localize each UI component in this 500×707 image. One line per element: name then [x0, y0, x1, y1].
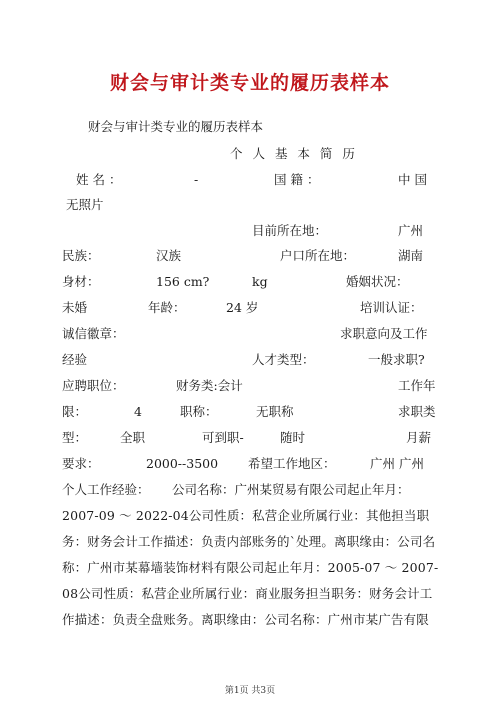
- job-type-label-end: 型：: [62, 430, 88, 445]
- job-type-label: 求职类: [398, 404, 436, 419]
- availability-label: 可到职-: [202, 430, 244, 445]
- document-title: 财会与审计类专业的履历表样本: [109, 72, 390, 94]
- name-value: -: [194, 172, 199, 187]
- experience-label: 经验: [62, 352, 88, 367]
- nationality-label: 国 籍 ：: [274, 172, 320, 187]
- region-label: 希望工作地区：: [248, 456, 336, 471]
- paragraph-text: 作描述：负责全盘账务。离职缘由：公司名称：广州市某广告有限: [62, 612, 429, 627]
- height-value: 156 cm?: [156, 274, 210, 289]
- hukou-label: 户口所在地：: [280, 248, 356, 263]
- age-value: 24 岁: [226, 300, 259, 315]
- job-title-value: 无职称: [256, 404, 294, 419]
- paragraph-line: [62, 610, 440, 630]
- marital-value: 未婚: [62, 300, 88, 315]
- hukou-value: 湖南: [398, 248, 424, 263]
- work-years-label-end: 限：: [62, 404, 88, 419]
- talent-type-value: 一般求职?: [368, 352, 425, 367]
- ethnicity-value: 汉族: [156, 248, 182, 263]
- line-position: [62, 376, 436, 396]
- salary-value: 2000--3500: [146, 456, 219, 471]
- line-location: [76, 221, 432, 241]
- line-ethnicity-hukou: [62, 246, 432, 266]
- section-heading-line: [76, 144, 432, 164]
- availability-value: 随时: [280, 430, 306, 445]
- location-label: 目前所在地：: [252, 223, 328, 238]
- certification-label: 培训认证：: [360, 300, 423, 315]
- position-label: 应聘职位：: [62, 378, 125, 393]
- line-type-availability: [62, 428, 432, 448]
- paragraph-line: [62, 532, 440, 552]
- line-years-title: [62, 402, 436, 422]
- paragraph-text: 务：财务会计工作描述：负责内部账务的`处理。离职缘由：公司名: [62, 534, 436, 549]
- height-label: 身材：: [62, 274, 100, 289]
- ethnicity-label: 民族：: [62, 248, 100, 263]
- work-years-value: 4: [134, 404, 142, 419]
- line-salary-region: [62, 454, 432, 474]
- integrity-label: 诚信徽章：: [62, 326, 125, 341]
- age-label: 年龄：: [148, 300, 186, 315]
- paragraph-line: [62, 506, 440, 526]
- salary-label-end: 要求：: [62, 456, 100, 471]
- line-integrity: [62, 324, 432, 344]
- region-value: 广州 广州: [370, 456, 424, 471]
- line-height-marital: [62, 272, 432, 292]
- job-intent-label: 求职意向及工作: [340, 326, 428, 341]
- location-value: 广州: [398, 223, 424, 238]
- work-years-label: 工作年: [398, 378, 436, 393]
- paragraph-text: 称：广州市某幕墙装饰材料有限公司起止年月：2005-07 ～ 2007-: [62, 560, 439, 575]
- job-title-label: 职称：: [180, 404, 218, 419]
- line-marital-age: [62, 298, 432, 318]
- marital-label: 婚姻状况：: [346, 274, 409, 289]
- line-experience-talent: [62, 350, 432, 370]
- line-photo: [66, 195, 432, 215]
- name-label: 姓 名 ：: [76, 172, 122, 187]
- position-value: 财务类:会计: [176, 378, 243, 393]
- page-footer: 第1页 共3页: [224, 686, 276, 696]
- job-type-value: 全职: [120, 430, 146, 445]
- nationality-value: 中 国: [398, 172, 427, 187]
- line-work-experience: [62, 480, 432, 500]
- subtitle-line: [76, 117, 432, 137]
- talent-type-label: 人才类型：: [252, 352, 315, 367]
- paragraph-line: [62, 558, 440, 578]
- subtitle: 财会与审计类专业的履历表样本: [88, 119, 264, 134]
- paragraph-line: [62, 584, 440, 604]
- company-name-label: 公司名称：广州某贸易有限公司起止年月：: [172, 482, 410, 497]
- work-experience-label: 个人工作经验：: [62, 482, 150, 497]
- section-heading: 个 人 基 本 简 历: [230, 146, 358, 161]
- salary-label: 月薪: [406, 430, 432, 445]
- paragraph-text: 2007-09 ～ 2022-04公司性质：私营企业所属行业：其他担当职: [62, 508, 430, 523]
- line-name-nationality: [76, 170, 432, 190]
- weight-unit: kg: [252, 274, 268, 289]
- paragraph-text: 08公司性质：私营企业所属行业：商业服务担当职务：财务会计工: [62, 586, 433, 601]
- photo-placeholder: 无照片: [66, 197, 104, 212]
